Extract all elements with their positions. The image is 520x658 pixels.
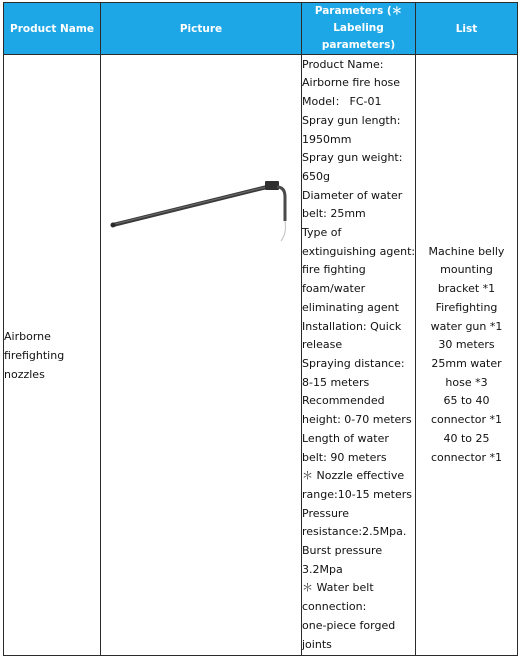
parameter-line: 1950mm — [302, 132, 352, 146]
parameter-line: Recommended — [302, 394, 385, 408]
header-row — [4, 3, 518, 55]
list-line: 65 to 40 — [443, 394, 490, 408]
parameter-line: Spray gun length: — [302, 113, 401, 127]
parameter-line: release — [302, 338, 343, 352]
parameter-line: extinguishing agent: — [302, 244, 416, 258]
parameter-line: range:10-15 meters — [302, 487, 412, 501]
header-list: List — [416, 3, 518, 55]
parameter-line: Diameter of water — [302, 188, 403, 202]
list-line: Firefighting — [435, 300, 498, 314]
parameter-line: 8-15 meters — [302, 375, 370, 389]
parameter-line: Spraying distance: — [302, 357, 405, 370]
header-product-name: Product Name — [4, 3, 101, 55]
parameter-line: resistance:2.5Mpa. — [302, 525, 407, 539]
parameter-line: belt: 25mm — [302, 207, 366, 221]
product-name-line: firefighting — [4, 348, 65, 362]
parameter-line: one-piece forged — [302, 618, 396, 632]
spray-nozzle-image — [101, 55, 302, 655]
parameter-line: Pressure — [302, 506, 349, 520]
list-line: 40 to 25 — [443, 431, 490, 445]
list-line: mounting — [440, 263, 493, 277]
parameter-line: Type of — [302, 226, 342, 240]
parameter-line: Length of water — [302, 431, 389, 445]
parameter-line: fire fighting — [302, 263, 366, 277]
list-line: bracket *1 — [437, 282, 496, 296]
table-row — [4, 55, 518, 656]
list-line: Machine belly — [428, 244, 505, 258]
list-line: connector *1 — [430, 450, 503, 464]
header-picture: Picture — [101, 3, 302, 55]
parameter-line: connection: — [302, 600, 367, 614]
list-line: hose *3 — [445, 375, 488, 389]
parameter-line: height: 0-70 meters — [302, 413, 412, 427]
product-spec-table — [3, 2, 518, 656]
picture-cell — [101, 55, 302, 656]
list-line: 25mm water — [431, 357, 502, 370]
parameter-line: Product Name: — [302, 57, 384, 71]
parameter-line: Airborne fire hose — [302, 76, 401, 90]
parameter-line: belt: 90 meters — [302, 450, 387, 464]
header-parameters-line2: Labeling parameters) — [321, 22, 396, 51]
header-parameters-line1: Parameters (＊ — [314, 5, 403, 17]
parameter-line: 650g — [302, 169, 330, 183]
list-line: 30 meters — [438, 338, 495, 352]
product-name-line: nozzles — [4, 367, 45, 381]
list-line: connector *1 — [430, 413, 503, 427]
parameter-line: Burst pressure — [302, 544, 383, 558]
product-name-cell — [4, 55, 101, 656]
parameter-line: Installation: Quick — [302, 319, 402, 333]
product-name-line: Airborne — [4, 329, 51, 343]
parameter-line: eliminating agent — [302, 300, 399, 314]
list-line: water gun *1 — [430, 319, 503, 333]
header-parameters — [302, 3, 416, 55]
parameter-line: ＊ Water belt — [302, 581, 374, 595]
parameters-cell — [302, 55, 416, 656]
parameter-line: ＊ Nozzle effective — [302, 469, 405, 483]
parameter-line: 3.2Mpa — [302, 562, 343, 576]
parameter-line: foam/water — [302, 282, 366, 296]
parameter-line: Model： FC-01 — [302, 95, 382, 109]
list-cell — [416, 55, 518, 656]
parameter-line: joints — [302, 637, 332, 651]
parameter-line: Spray gun weight: — [302, 151, 403, 165]
